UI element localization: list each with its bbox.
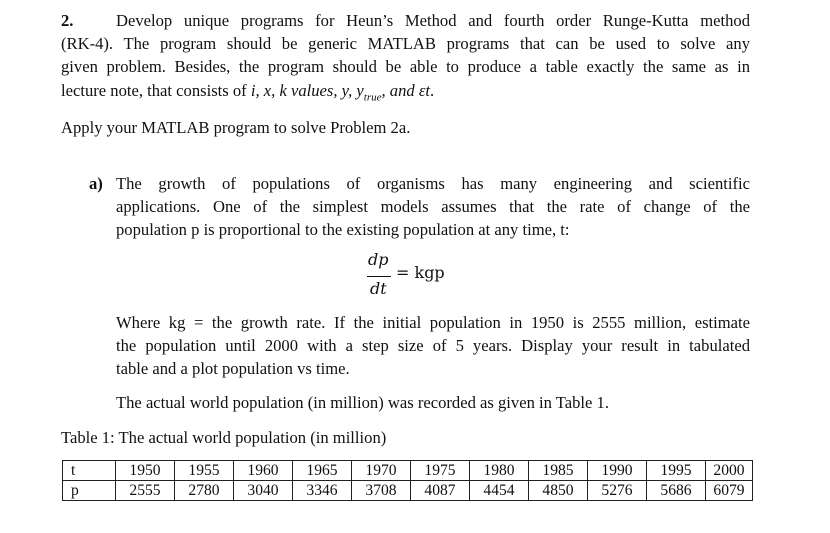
table-cell-p: 4454 bbox=[470, 481, 529, 501]
actual-population-note: The actual world population (in million) was recorded as given in Table 1. bbox=[116, 393, 609, 412]
where-line-3: table and a plot population vs time. bbox=[116, 359, 350, 378]
table-cell-p: 2780 bbox=[175, 481, 234, 501]
table-row-p bbox=[63, 481, 753, 501]
growth-equation bbox=[366, 250, 456, 306]
table-cell-t: 1995 bbox=[647, 461, 706, 481]
equation-numerator: dp bbox=[368, 250, 389, 269]
where-line-2: the population until 2000 with a step size of 5 years. Display your result in tabulated bbox=[116, 336, 750, 355]
epsilon-t: εt bbox=[418, 81, 430, 100]
table-cell-t: 2000 bbox=[706, 461, 753, 481]
question-and: , and bbox=[381, 81, 415, 100]
equation-denominator: dt bbox=[370, 279, 387, 298]
table-cell-t: 1980 bbox=[470, 461, 529, 481]
part-a-line-2: applications. One of the simplest models assumes that the rate of change of the bbox=[116, 197, 750, 216]
row-label-p: p bbox=[63, 481, 116, 501]
part-a-line-3: population p is proportional to the existing population at any time, t: bbox=[116, 220, 570, 239]
population-table bbox=[62, 460, 753, 501]
question-line-4-end: . bbox=[430, 81, 435, 100]
question-line-2: (RK-4). The program should be generic MATLAB programs that can be used to solve any bbox=[61, 34, 750, 53]
part-a-line-1: The growth of populations of organisms has many engineering and scientific bbox=[116, 174, 750, 193]
table-cell-t: 1985 bbox=[529, 461, 588, 481]
question-variables: i, x, k values, y, y bbox=[250, 81, 364, 100]
table-cell-t: 1965 bbox=[293, 461, 352, 481]
table-cell-t: 1990 bbox=[588, 461, 647, 481]
table-cell-t: 1955 bbox=[175, 461, 234, 481]
table-row-t bbox=[63, 461, 753, 481]
table-cell-p: 4087 bbox=[411, 481, 470, 501]
table-caption: Table 1: The actual world population (in million) bbox=[61, 428, 387, 447]
equation-rhs: = kgp bbox=[396, 263, 445, 282]
table-cell-p: 3040 bbox=[234, 481, 293, 501]
apply-instruction: Apply your MATLAB program to solve Problem 2a. bbox=[61, 118, 411, 137]
question-number: 2. bbox=[61, 11, 74, 30]
part-a-label: a) bbox=[89, 174, 103, 193]
table-cell-p: 3708 bbox=[352, 481, 411, 501]
table-cell-p: 5686 bbox=[647, 481, 706, 501]
question-line-1: Develop unique programs for Heun’s Method and fourth order Runge-Kutta method bbox=[116, 11, 750, 30]
row-label-t: t bbox=[63, 461, 116, 481]
table-cell-p: 3346 bbox=[293, 481, 352, 501]
where-line-1: Where kg = the growth rate. If the initial population in 1950 is 2555 million, estimate bbox=[116, 313, 750, 332]
table-cell-p: 6079 bbox=[706, 481, 753, 501]
table-cell-p: 5276 bbox=[588, 481, 647, 501]
question-line-4-prefix: lecture note, that consists of bbox=[61, 81, 247, 100]
ytrue-subscript: true bbox=[363, 91, 382, 104]
table-cell-t: 1960 bbox=[234, 461, 293, 481]
question-line-3: given problem. Besides, the program should be able to produce a table exactly the same as in bbox=[61, 57, 750, 76]
table-cell-p: 2555 bbox=[116, 481, 175, 501]
table-cell-t: 1970 bbox=[352, 461, 411, 481]
fraction-bar bbox=[367, 276, 391, 277]
table-cell-t: 1950 bbox=[116, 461, 175, 481]
table-cell-t: 1975 bbox=[411, 461, 470, 481]
question-line-4 bbox=[61, 79, 434, 109]
table-cell-p: 4850 bbox=[529, 481, 588, 501]
